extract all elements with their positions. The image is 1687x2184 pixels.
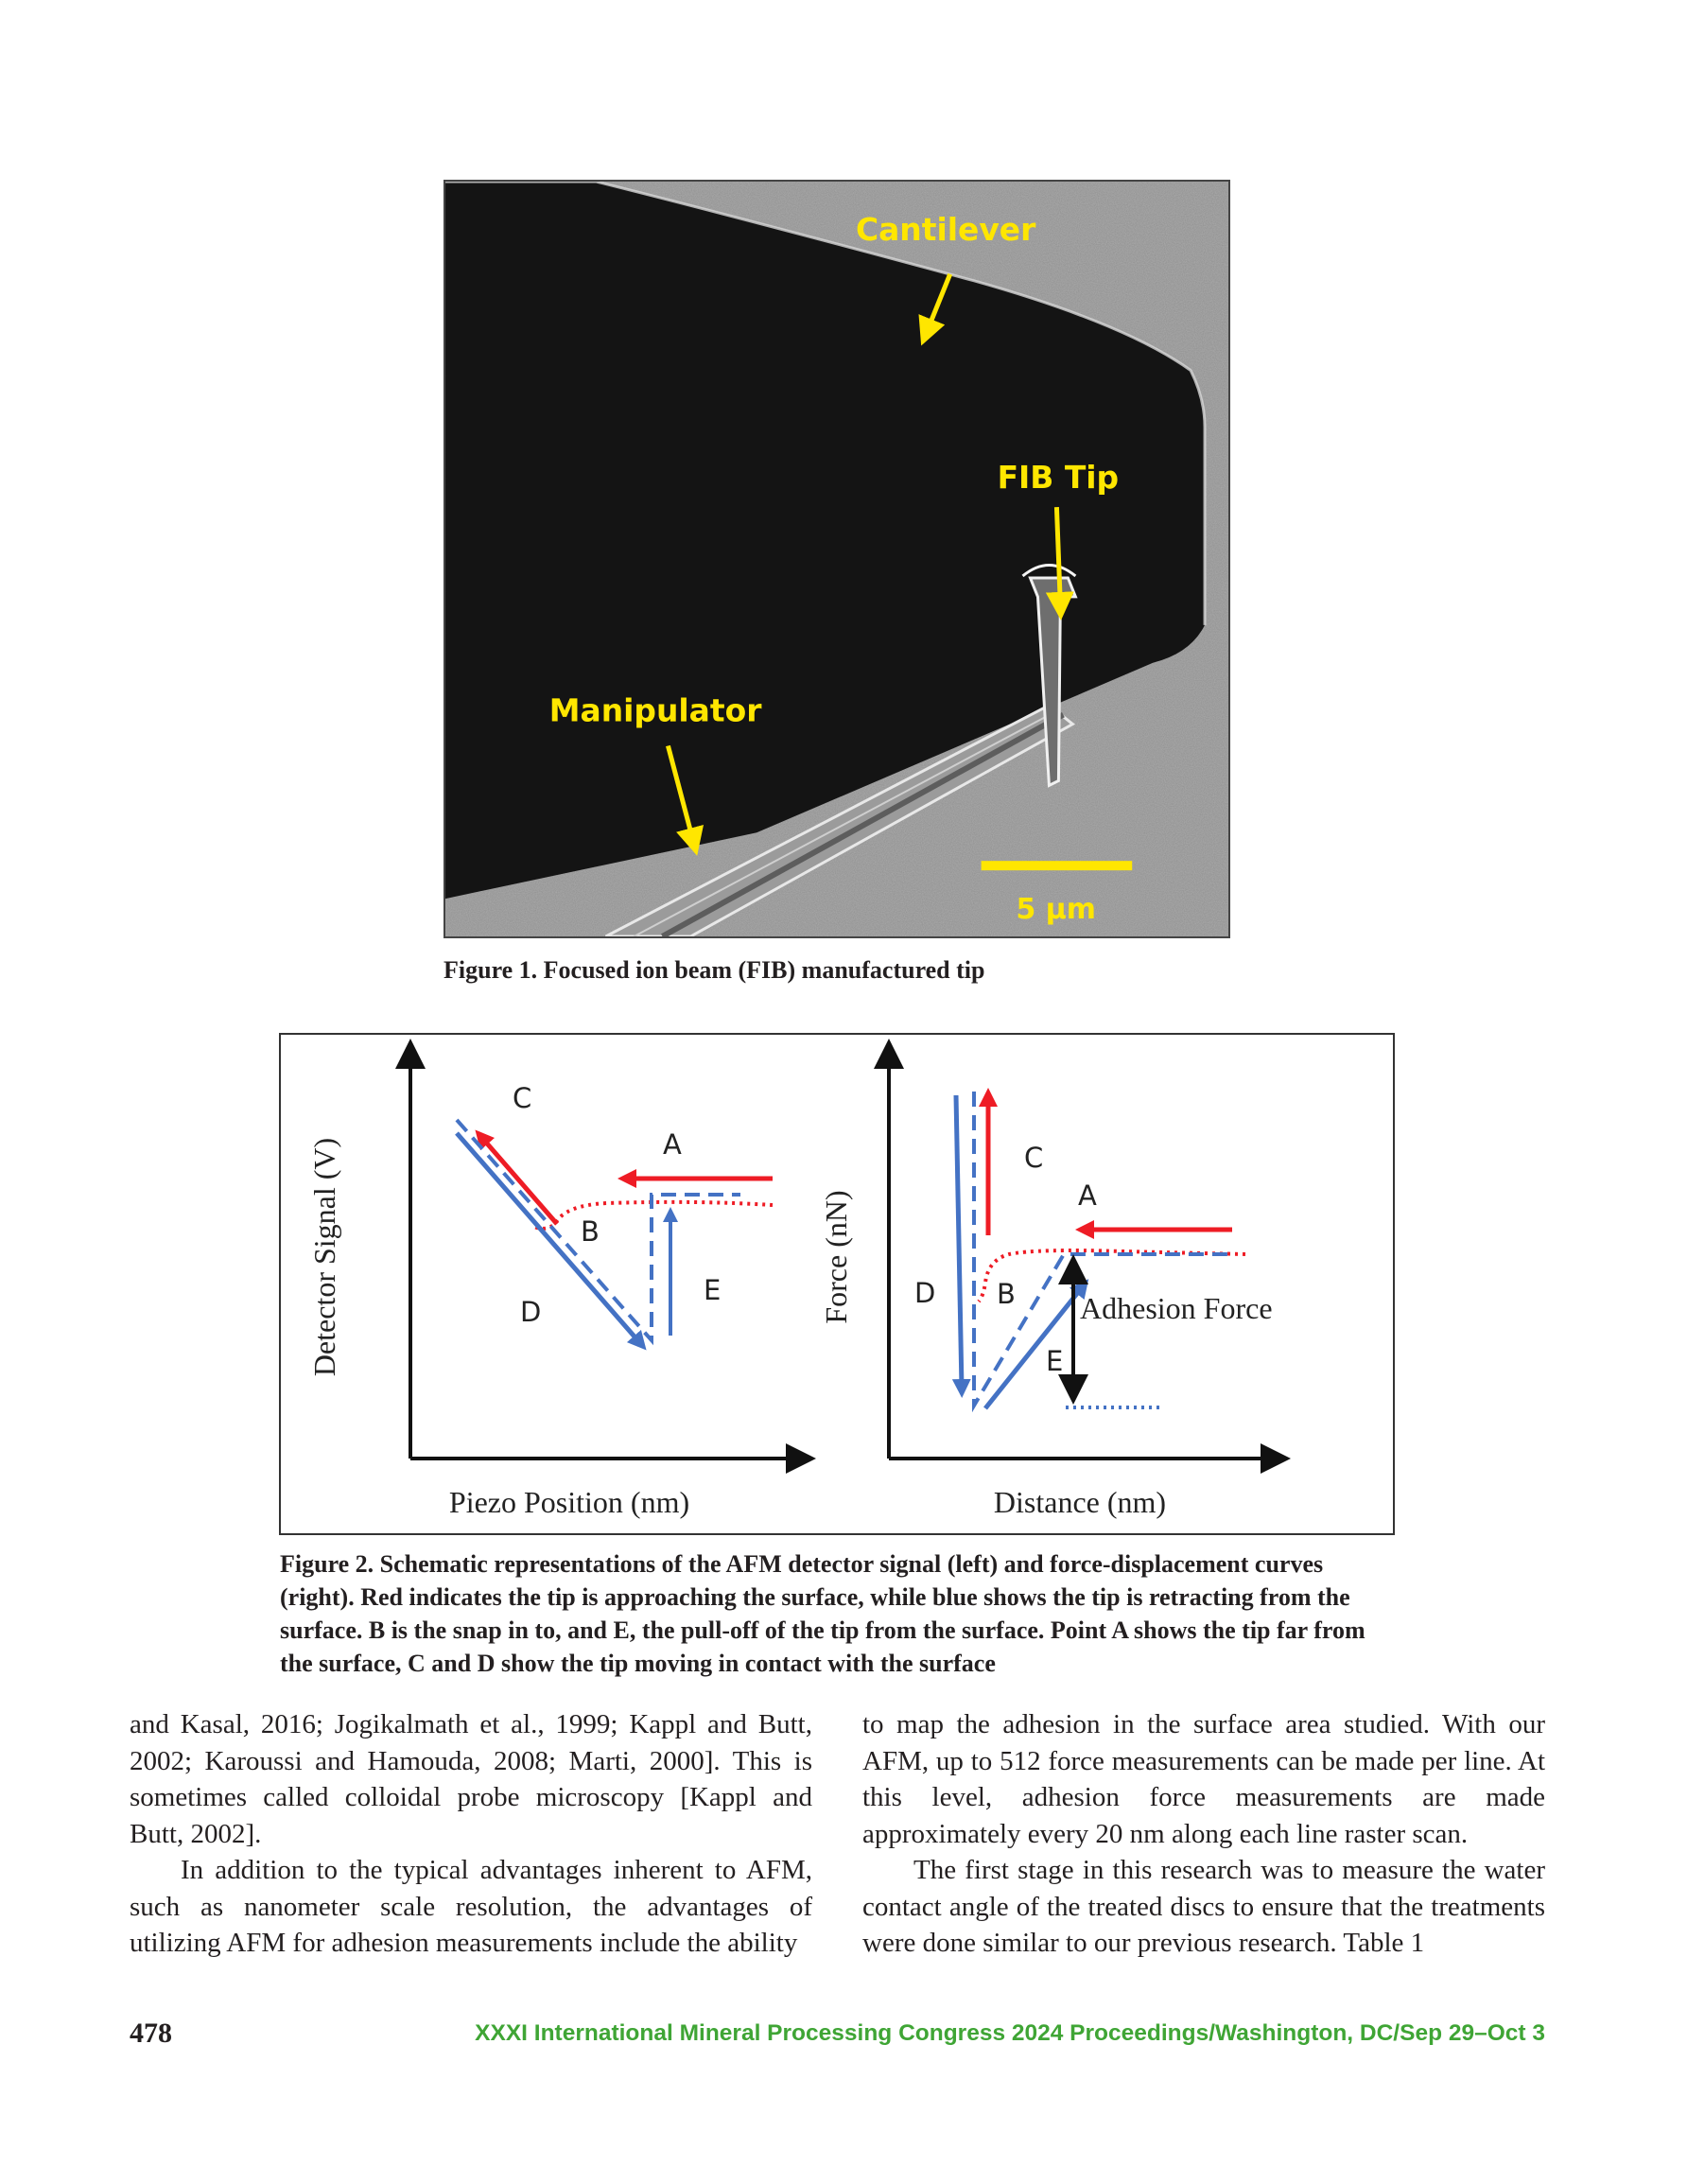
figure-2-caption: Figure 2. Schematic representations of the AFM detector signal (left) and force-displacement curves (right). Red indicates the tip is approaching the surface, while blue shows the tip is retracting from the surface. B is the snap in to, and E, the pull-off of the tip from the surface. Point A shows the tip far from the surface, C and D show the tip moving in contact with the surface [280, 1550, 1365, 1677]
left-panel [307, 1054, 801, 1519]
scale-bar-label: 5 µm [1016, 893, 1096, 927]
body-column-left [130, 1706, 812, 1962]
figure-1-caption: Figure 1. Focused ion beam (FIB) manufactured tip [443, 956, 985, 984]
afm-curves-diagram [281, 1035, 1393, 1533]
right-point-b: B [997, 1278, 1016, 1310]
cantilever-label: Cantilever [855, 210, 1036, 248]
left-approach-arrow-c [481, 1137, 557, 1224]
sem-micrograph [445, 182, 1228, 936]
left-point-b: B [581, 1215, 600, 1248]
right-point-e: E [1046, 1345, 1064, 1377]
right-paragraph-1: to map the adhesion in the surface area studied. With our AFM, up to 512 force measurements can be made per line. At this level, adhesion force measurements are made approximately every 20 nm along each line raster scan. [862, 1709, 1545, 1849]
figure-1-sem-image [443, 180, 1230, 938]
scale-bar [982, 861, 1133, 870]
right-paragraph-2: The first stage in this research was to measure the water contact angle of the treated discs to ensure that the treatments were done similar to our previous research. Table 1 [862, 1855, 1545, 1958]
fib-tip-label: FIB Tip [997, 459, 1120, 497]
left-y-label: Detector Signal (V) [307, 1137, 341, 1377]
left-point-e: E [704, 1274, 722, 1306]
right-point-c: C [1024, 1142, 1044, 1174]
right-x-label: Distance (nm) [993, 1485, 1167, 1519]
right-point-d: D [914, 1277, 936, 1309]
left-x-label: Piezo Position (nm) [448, 1485, 690, 1519]
right-panel [819, 1054, 1276, 1519]
figure-2-schematic [279, 1033, 1395, 1535]
page-number: 478 [130, 2018, 172, 2049]
right-retract-arrow-d [956, 1095, 962, 1389]
running-footer: XXXI International Mineral Processing Congress 2024 Proceedings/Washington, DC/Sep 29–Oct 3 [475, 2020, 1545, 2046]
left-point-c: C [513, 1082, 532, 1114]
right-retract-dashed [974, 1092, 1232, 1406]
left-paragraph-2: In addition to the typical advantages inherent to AFM, such as nanometer scale resolution, the advantages of utilizing AFM for adhesion measurements include the ability [130, 1855, 812, 1958]
manipulator-label: Manipulator [548, 691, 762, 729]
left-paragraph-1: and Kasal, 2016; Jogikalmath et al., 1999; Kappl and Butt, 2002; Karoussi and Hamouda, 2008; Marti, 2000]. This is sometimes called colloidal probe microscopy [Kappl and Butt, 2002]. [130, 1709, 812, 1849]
right-y-label: Force (nN) [819, 1190, 853, 1324]
left-point-d: D [520, 1296, 542, 1328]
right-point-a: A [1078, 1179, 1097, 1212]
left-point-a: A [663, 1128, 682, 1161]
body-column-right [862, 1706, 1545, 1962]
left-retract-arrow-d [457, 1133, 640, 1343]
adhesion-force-label: Adhesion Force [1080, 1291, 1273, 1325]
